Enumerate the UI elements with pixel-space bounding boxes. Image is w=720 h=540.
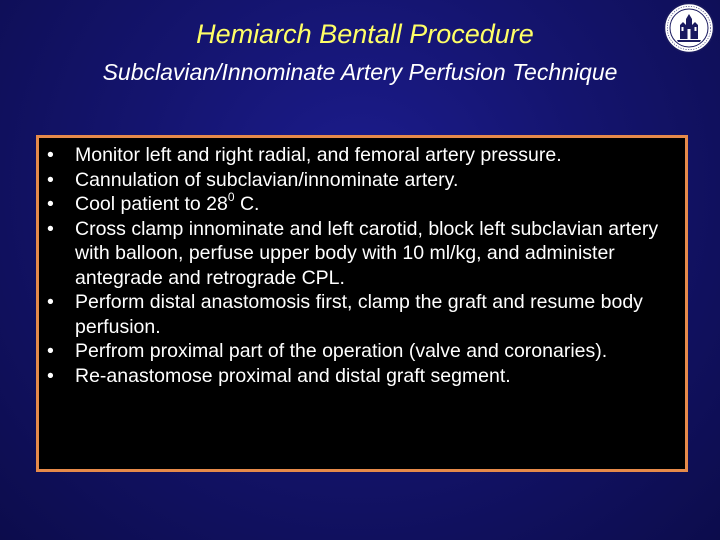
bullet-text: Cannulation of subclavian/innominate artery. [75,168,459,191]
slide-title: Hemiarch Bentall Procedure [196,19,534,49]
bullet-item [39,143,685,168]
bullet-icon: • [47,193,54,215]
bullet-superscript: 0 [227,189,235,204]
bullet-item [39,290,685,339]
bullet-icon: • [47,364,54,387]
bullet-item [39,217,685,291]
bullet-item [39,339,685,364]
bullet-text: Perfrom proximal part of the operation (valve and coronaries). [75,340,608,362]
bullet-item [39,364,685,389]
bullet-text-post: C. [234,193,260,215]
bullet-text: Re-anastomose proximal and distal graft segment. [75,364,511,387]
bullet-text [75,189,260,215]
bullet-text: Monitor left and right radial, and femoral artery pressure. [75,144,562,166]
bullet-list [39,143,685,388]
bullet-icon: • [47,217,54,240]
university-seal-icon [663,2,715,54]
content-box [36,135,688,472]
bullet-item [39,168,685,193]
bullet-icon: • [47,168,54,191]
bullet-icon: • [47,291,54,313]
bullet-text: Perform distal anastomosis first, clamp the graft and resume body perfusion. [75,291,643,338]
bullet-icon: • [47,340,54,362]
bullet-text-pre: Cool patient to 28 [75,193,228,215]
bullet-text: Cross clamp innominate and left carotid, block left subclavian artery with balloon, perfuse upper body with 10 ml/kg, and administer antegrade and retrograde CPL. [75,217,659,289]
slide-subtitle: Subclavian/Innominate Artery Perfusion Technique [102,59,618,85]
bullet-icon: • [47,144,54,166]
bullet-item [39,189,685,217]
